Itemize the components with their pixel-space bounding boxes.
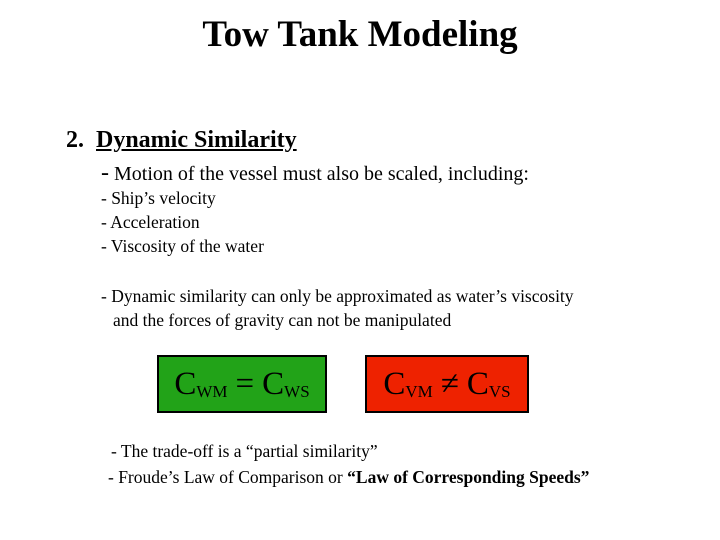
tradeoff-line-2 <box>108 464 589 490</box>
equation-rhs-subscript: WS <box>284 382 310 401</box>
note-line-2: and the forces of gravity can not be manipulated <box>113 310 452 330</box>
intro-line <box>101 160 529 187</box>
equation-rhs: C <box>262 365 285 402</box>
intro-text: Motion of the vessel must also be scaled, including: <box>114 163 529 185</box>
equals-sign: = <box>235 365 255 402</box>
list-item-velocity: - Ship’s velocity <box>101 188 216 208</box>
tradeoff-line-1: - The trade-off is a “partial similarity” <box>111 441 378 461</box>
equation-box-not-equal <box>365 355 529 413</box>
equation-box-equal <box>157 355 327 413</box>
equation-rhs-subscript: VS <box>488 382 511 401</box>
not-equal-sign: ≠ <box>440 365 459 402</box>
tradeoff-line-2-text: - Froude’s Law of Comparison or <box>108 467 348 487</box>
section-heading <box>66 124 297 156</box>
equation-lhs-subscript: WM <box>196 382 228 401</box>
law-name: “Law of Corresponding Speeds” <box>347 467 590 487</box>
equation-lhs: C <box>383 365 406 402</box>
equation-lhs-subscript: VM <box>405 382 433 401</box>
list-item-viscosity: - Viscosity of the water <box>101 236 264 256</box>
section-number: 2. <box>66 127 84 153</box>
slide-title: Tow Tank Modeling <box>202 14 518 55</box>
equation-lhs: C <box>174 365 197 402</box>
intro-dash: - <box>101 160 109 186</box>
note-line-1: - Dynamic similarity can only be approximated as water’s viscosity <box>101 286 574 306</box>
equation-rhs: C <box>466 365 489 402</box>
section-heading-text: Dynamic Similarity <box>96 127 297 153</box>
list-item-acceleration: - Acceleration <box>101 212 200 232</box>
